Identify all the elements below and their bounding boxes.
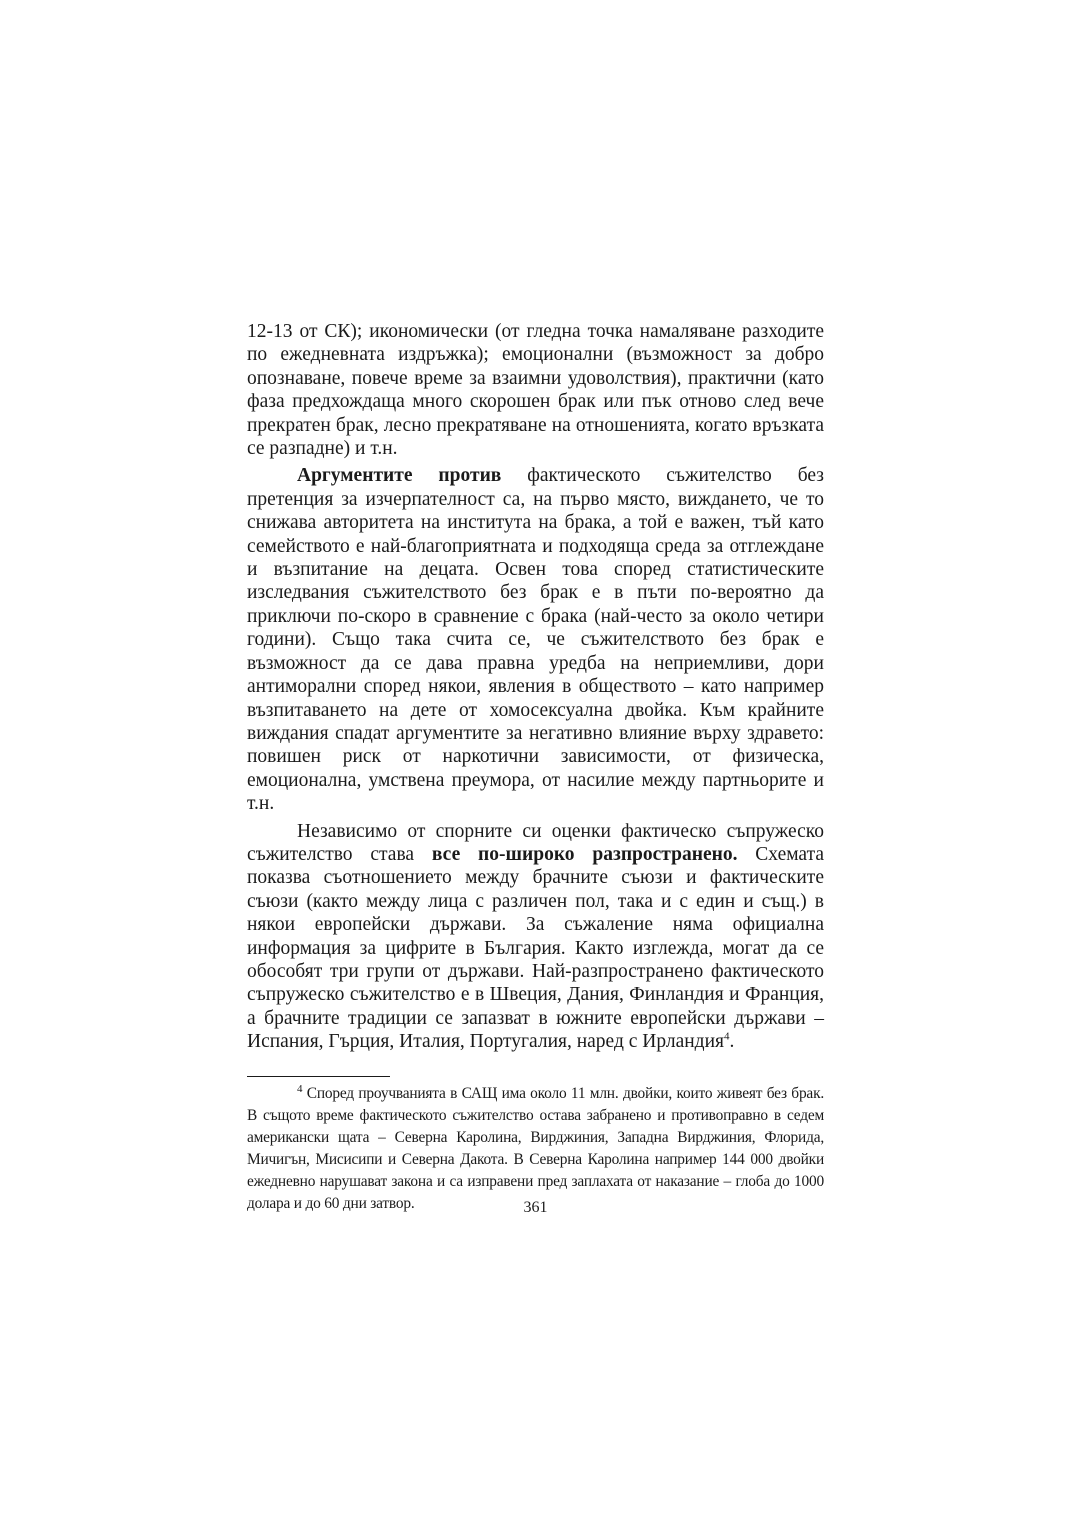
paragraph-3 [247,820,824,1054]
footnote-marker: 4 [297,1082,303,1095]
footnote-separator [247,1076,390,1077]
paragraph-1 [247,320,824,460]
paragraph-3-bold-phrase: все по-широко разпространено. [431,843,738,865]
paragraph-2-text: фактическото съжителство без претенция за изчерпателност са, на първо място, виждането, че то снижава авторитета на института на брака, а той е важен, тъй като семейството е най-благоприятната и подходяща среда за отглеждане и възпитание на децата. Освен това според статистическите изследвания съжителството без брак е в пъти по-вероятно да приключи по-скоро в сравнение с брака (най-често за около четири години). Също така счита се, че съжителството без брак е възможност да се дава правна уредба на неприемливи, дори антиморални според някои, явления в обществото – като например възпитаването на дете от хомосексуална двойка. Към крайните виждания спадат аргументите за негативно влияние върху здравето: повишен риск от наркотични зависимости, от физическа, емоционална, умствена преумора, от насилие между партньорите и т.н. [247,465,824,815]
footnote-text: Според проучванията в САЩ има около 11 млн. двойки, които живеят без брак. В същото време фактическото съжителство остава забранено и противоправно в седем американски щата – Северна Каролина, Вирджиния, Западна Вирджиния, Флорида, Мичигън, Мисисипи и Северна Дакота. В Северна Каролина например 144 000 двойки ежедневно нарушават закона и са изправени пред заплахата от наказание – глоба до 1000 долара и до 60 дни затвор. [247,1084,824,1212]
page-number: 361 [523,1199,548,1216]
footnote-reference: 4 [724,1030,730,1043]
footnote [247,1083,824,1215]
paragraph-2 [247,464,824,815]
paragraph-1-text: 12-13 от СК); икономически (от гледна точка намаляване разходите по ежедневната издръжка); емоционални (възможност за добро опознаване, повече време за взаимни удоволствия), практични (като фаза предхождаща много скорошен брак или пък отново след вече прекратен брак, лесно прекратяване на отношенията, когато връзката се разпадне) и т.н. [247,321,824,460]
page-body [247,320,824,1215]
paragraph-2-bold-lead: Аргументите против [297,465,502,487]
paragraph-3-text: Схемата показва съотношението между брачните съюзи и фактическите съюзи (както между лица с различен пол, така и с един и същ.) в някои европейски държави. За съжаление няма официална информация за цифрите в България. Както изглежда, могат да се обособят три групи от държави. Най-разпространено фактическото съпружеско съжителство е в Швеция, Дания, Финландия и Франция, а брачните традиции се запазват в южните европейски държави – Испания, Гърция, Италия, Португалия, наред с Ирландия [247,843,824,1053]
paragraph-3-start: Независимо от спорните си оценки фактическо съпружеско съжителство става [247,820,824,865]
paragraph-3-end: . [729,1031,735,1053]
